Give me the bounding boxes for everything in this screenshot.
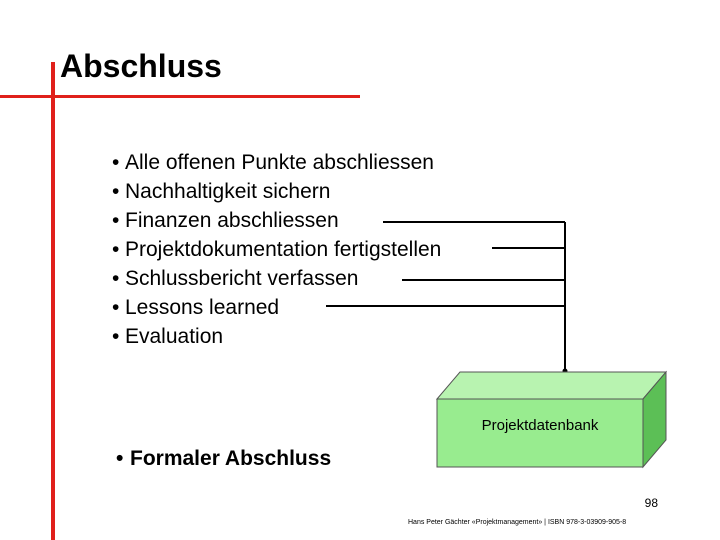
bullet-item: • Nachhaltigkeit sichern: [112, 177, 441, 206]
formal-bullet: • Formaler Abschluss: [116, 444, 331, 473]
bullet-item: • Alle offenen Punkte abschliessen: [112, 148, 441, 177]
page-number: 98: [644, 496, 658, 510]
bullet-item: • Lessons learned: [112, 293, 441, 322]
bullet-item: • Evaluation: [112, 322, 441, 351]
slide-title: Abschluss: [60, 48, 222, 84]
bullet-item: • Finanzen abschliessen: [112, 206, 441, 235]
footer-citation: Hans Peter Gächter «Projektmanagement» | ISBN 978-3-03909-905-8: [408, 519, 627, 526]
bullet-item: • Schlussbericht verfassen: [112, 264, 441, 293]
bullet-item: • Projektdokumentation fertigstellen: [112, 235, 441, 264]
database-label: Projektdatenbank: [481, 417, 599, 434]
database-box-top: [437, 372, 666, 399]
